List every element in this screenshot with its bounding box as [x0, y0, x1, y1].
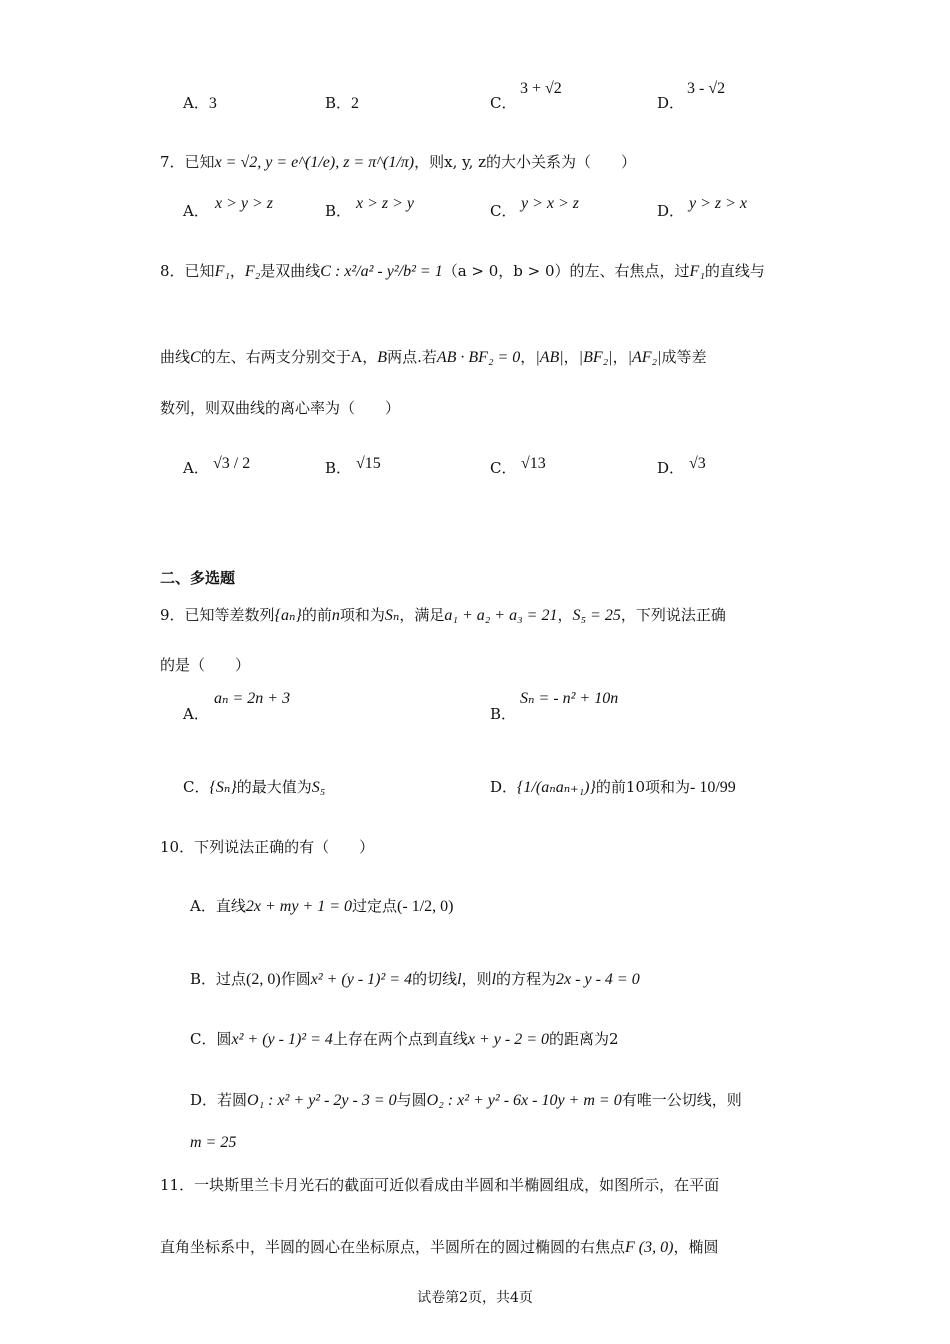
text: 直线	[215, 897, 246, 915]
q7-option-d	[657, 200, 684, 221]
text: 上存在两个点到直线	[332, 1030, 468, 1048]
q8-option-b	[325, 457, 351, 478]
var-n: n	[331, 607, 340, 624]
q8-option-b-value: √15	[356, 455, 381, 472]
f2: F₂	[244, 263, 261, 280]
modulus-af2: |AF₂|	[627, 349, 662, 366]
text: 两点.若	[387, 348, 437, 366]
hyperbola-equation: C : x²/a² - y²/b² = 1	[320, 263, 443, 280]
text: 的方程为	[496, 970, 557, 988]
point-a: A	[350, 349, 363, 366]
set: {1/(aₙaₙ₊₁)}	[517, 779, 596, 796]
circle-o1: O₁ : x² + y² - 2y - 3 = 0	[247, 1092, 397, 1109]
text: 已知	[184, 262, 215, 280]
point: (2, 0)	[246, 971, 281, 988]
text: 已知等差数列	[184, 606, 275, 624]
option-value: S₅	[311, 779, 326, 796]
question-number: 10．	[160, 838, 195, 856]
circle-equation: x² + (y - 1)² = 4	[310, 971, 413, 988]
sep: ，	[520, 348, 536, 366]
q11-stem-line1	[160, 1174, 719, 1195]
option-value: - 10/99	[690, 779, 736, 796]
text: ，椭圆	[673, 1238, 719, 1256]
text: 的距离为2	[549, 1030, 619, 1048]
point-b: B	[377, 349, 388, 366]
option-letter: A．	[190, 897, 216, 915]
option-letter: B．	[325, 94, 352, 112]
q9-option-b-value: Sₙ = - n² + 10n	[520, 690, 619, 707]
q7-option-b	[325, 200, 351, 221]
text: 是双曲线	[260, 262, 321, 280]
q9-option-c	[183, 776, 325, 797]
text: 的前	[301, 606, 332, 624]
option-letter: D．	[657, 94, 685, 112]
line-l: l	[491, 971, 497, 988]
condition-1: a₁ + a₂ + a₃ = 21	[444, 607, 558, 624]
option-letter: C．	[490, 94, 517, 112]
q9-option-d	[490, 776, 736, 797]
option-value: 2	[351, 95, 360, 112]
q7-stem	[160, 151, 636, 172]
q7-text: 已知	[184, 153, 215, 171]
q8-option-a	[183, 457, 209, 478]
section-heading: 二、多选题	[160, 569, 236, 587]
text: 下列说法正确的有（ ）	[194, 838, 375, 856]
q8-stem-line1	[160, 260, 765, 281]
text: ，下列说法正确	[620, 606, 726, 624]
text: 一块斯里兰卡月光石的截面可近似看成由半圆和半椭圆组成，如图所示，在平面	[194, 1176, 720, 1194]
line-equation: 2x + my + 1 = 0	[245, 898, 353, 915]
option-letter: D．	[657, 459, 685, 477]
option-letter: C．	[490, 459, 517, 477]
text: 的最大值为	[236, 778, 312, 796]
q9-option-a	[183, 703, 209, 724]
q6-option-c-value: 3 + √2	[520, 80, 562, 97]
question-number: 9．	[160, 606, 185, 624]
text: 若圆	[217, 1091, 248, 1109]
text: 圆	[216, 1030, 232, 1048]
q8-option-a-value: √3 / 2	[213, 455, 251, 472]
q7-option-b-value: x > z > y	[356, 195, 415, 212]
option-letter: D．	[657, 202, 685, 220]
q8-option-d	[657, 457, 684, 478]
fixed-point: (- 1/2, 0)	[397, 898, 454, 915]
question-number: 11．	[160, 1176, 195, 1194]
curve-c: C	[190, 349, 201, 366]
q8-option-d-value: √3	[689, 455, 706, 472]
text: 有唯一公切线，则	[621, 1091, 742, 1109]
text: 的左、右焦点，过	[569, 262, 690, 280]
f1: F₁	[689, 263, 705, 280]
set: {Sₙ}	[209, 779, 237, 796]
option-letter: B．	[325, 202, 352, 220]
f1: F₁	[214, 263, 230, 280]
q7-option-c	[490, 200, 516, 221]
q7-expression: x = √2, y = e^(1/e), z = π^(1/π)	[214, 154, 415, 171]
q8-stem-line3: 数列，则双曲线的离心率为（ ）	[160, 399, 401, 417]
modulus-ab: |AB|	[535, 349, 564, 366]
option-value: 3	[208, 95, 217, 112]
q10-stem	[160, 836, 374, 857]
option-letter: C．	[183, 778, 210, 796]
option-letter: A．	[183, 459, 209, 477]
sum-sn: Sₙ	[384, 607, 400, 624]
q7-text-end: ，则x, y, z的大小关系为（ ）	[414, 153, 637, 171]
q9-option-a-value: aₙ = 2n + 3	[214, 690, 291, 707]
q6-option-d-value: 3 - √2	[687, 80, 726, 97]
q7-option-c-value: y > x > z	[521, 195, 580, 212]
condition-2: S₅ = 25	[572, 607, 621, 624]
text: 与圆	[396, 1091, 427, 1109]
q9-option-b	[490, 703, 516, 724]
q10-option-a	[190, 895, 453, 916]
tangent-equation: 2x - y - 4 = 0	[556, 971, 640, 988]
q11-stem-line2	[160, 1236, 718, 1257]
q7-option-d-value: y > z > x	[689, 195, 748, 212]
text: 的直线与	[704, 262, 765, 280]
text: 项和为	[339, 606, 385, 624]
text: 曲线	[160, 348, 191, 366]
option-letter: B．	[325, 459, 352, 477]
sep: ，	[563, 348, 579, 366]
sep: ，	[557, 606, 573, 624]
option-letter: D．	[490, 778, 518, 796]
option-letter: C．	[490, 202, 517, 220]
option-letter: B．	[190, 970, 217, 988]
option-letter: C．	[190, 1030, 217, 1048]
text: ，则	[461, 970, 492, 988]
q7-option-a	[183, 200, 209, 221]
sep: ，	[362, 348, 378, 366]
q6-option-d	[657, 92, 684, 113]
option-letter: D．	[190, 1091, 218, 1109]
text: ，满足	[399, 606, 445, 624]
q10-option-d-answer: m = 25	[190, 1134, 237, 1151]
option-letter: B．	[490, 705, 517, 723]
option-letter: A．	[183, 94, 209, 112]
q6-option-a	[183, 92, 217, 113]
focus-point: F (3, 0)	[625, 1239, 674, 1256]
text: 过定点	[352, 897, 398, 915]
circle-equation: x² + (y - 1)² = 4	[231, 1031, 333, 1048]
text: 作圆	[280, 970, 311, 988]
q9-stem-line1	[160, 604, 726, 625]
q8-option-c	[490, 457, 516, 478]
condition: （a > 0，b > 0）	[442, 262, 570, 280]
dot-product: AB · BF₂ = 0	[436, 349, 521, 366]
question-number: 8．	[160, 262, 185, 280]
circle-o2: O₂ : x² + y² - 6x - 10y + m = 0	[426, 1092, 622, 1109]
q9-stem-line2: 的是（ ）	[160, 656, 251, 674]
text: 成等差	[661, 348, 707, 366]
page-footer: 试卷第2页，共4页	[417, 1290, 533, 1306]
q10-option-c	[190, 1028, 619, 1049]
text: 的左、右两支分别交于	[200, 348, 351, 366]
q6-option-c	[490, 92, 516, 113]
q6-option-b	[325, 92, 359, 113]
question-number: 7．	[160, 153, 185, 171]
sep: ，	[229, 262, 245, 280]
text: 直角坐标系中，半圆的圆心在坐标原点，半圆所在的圆过椭圆的右焦点	[160, 1238, 626, 1256]
sequence: {aₙ}	[274, 607, 302, 624]
text: 的切线	[412, 970, 458, 988]
option-letter: A．	[183, 202, 209, 220]
q10-option-b	[190, 968, 640, 989]
line-l: l	[457, 971, 462, 988]
q8-option-c-value: √13	[521, 455, 546, 472]
modulus-bf2: |BF₂|	[578, 349, 613, 366]
option-letter: A．	[183, 705, 209, 723]
text: 过点	[216, 970, 247, 988]
line-equation: x + y - 2 = 0	[467, 1031, 550, 1048]
text: 的前10项和为	[595, 778, 690, 796]
sep: ，	[612, 348, 628, 366]
q10-option-d	[190, 1089, 742, 1110]
q8-stem-line2	[160, 346, 707, 367]
q7-option-a-value: x > y > z	[215, 195, 274, 212]
